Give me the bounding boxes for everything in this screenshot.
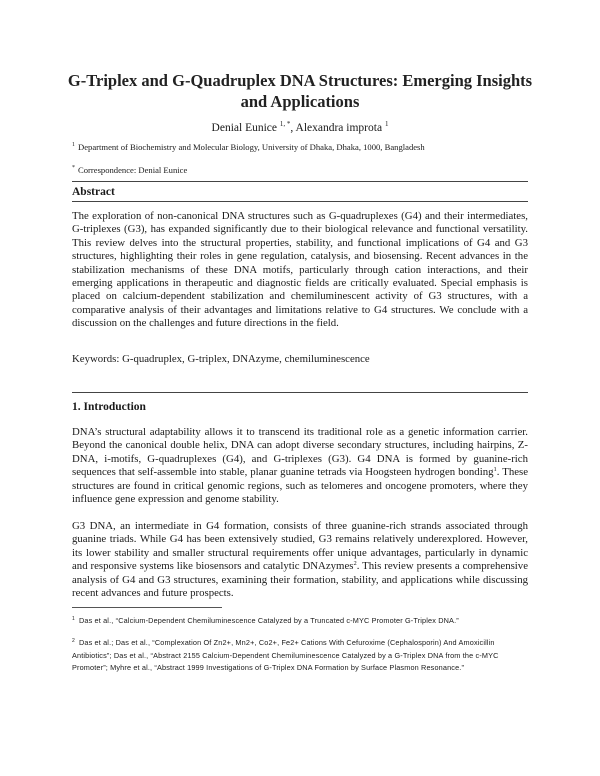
footnote-text: Das et al.; Das et al., “Complexation Of Zn2+, Mn2+, Co2+, Fe2+ Cations With Cefuroxime (Cephalosporin) And Amoxicillin Antibiotics”; Das et al., “Abstract 2155 Calcium-Dependent Chemiluminescence Catalyzed by a G-Triplex DNA from the c-MYC Promoter”; Myhre et al., “Abstract 1999 Investigations of G-Triplex DNA Formation by Surface Plasmon Resonance.” — [72, 638, 499, 673]
author-separator: , — [290, 122, 296, 134]
footnote-mark: 2 — [72, 638, 75, 644]
footnote-mark: 1 — [72, 616, 75, 622]
intro-p2-text-continued: . This review presents a comprehensive analysis of G4 and G3 structures, examining their formation, stability, and applications while discussing recent advances and future prospects. — [72, 560, 528, 600]
keywords: Keywords: G-quadruplex, G-triplex, DNAzyme, chemiluminescence — [72, 353, 370, 365]
correspondence-mark: * — [72, 165, 75, 171]
intro-top-rule — [72, 392, 528, 393]
abstract-bottom-rule — [72, 201, 528, 202]
footnote — [72, 613, 530, 628]
author-line — [60, 117, 540, 135]
abstract-text: The exploration of non-canonical DNA structures such as G-quadruplexes (G4) and their intermediates, G-triplexes (G3), has expanded significantly due to their biological relevance and functional versatility. This review delves into the structural properties, stability, and functional implications of G4 and G3 structures, highlighting their roles in gene regulation, catalysis, and biosensing. Recent advances in the stabilization mechanisms of these DNA motifs, particularly through cation interactions, and their emerging applications in therapeutic and diagnostic fields are critically evaluated. Special emphasis is placed on calcium-dependent stabilization and chemiluminescent activity of G3 structures, with a comparative analysis of their advantages and limitations relative to G4 structures. We conclude with a discussion on the challenges and future directions in the field. — [72, 210, 528, 330]
correspondence — [72, 163, 532, 176]
intro-paragraph-2 — [72, 520, 528, 600]
correspondence-text: Correspondence: Denial Eunice — [78, 165, 188, 175]
intro-paragraph-1 — [72, 426, 528, 506]
paper-title: G-Triplex and G-Quadruplex DNA Structures: Emerging Insights and Applications — [67, 71, 533, 111]
abstract-top-rule — [72, 181, 528, 182]
section-heading: 1. Introduction — [72, 401, 146, 413]
intro-p1-text-continued: . These structures are found in critical genomic regions, such as telomeres and oncogene promoters, where they influence gene expression and genome stability. — [72, 466, 528, 506]
author-marks: 1, * — [279, 120, 291, 128]
footnote — [72, 635, 530, 675]
footnote-separator — [72, 607, 222, 608]
footnote-text: Das et al., “Calcium-Dependent Chemiluminescence Catalyzed by a Truncated c-MYC Promoter G-Triplex DNA.” — [78, 616, 459, 625]
abstract-heading: Abstract — [72, 186, 115, 198]
footnote-ref[interactable]: 1 — [493, 466, 497, 474]
author-marks: 1 — [384, 120, 389, 128]
intro-p1-text: DNA’s structural adaptability allows it to transcend its traditional role as a genetic information carrier. Beyond the canonical double helix, DNA can adopt diverse secondary structures, including hairpins, Z-DNA, i-motifs, G-quadruplexes (G4), and G-triplexes (G3). G4 DNA is formed by guanine-rich sequences that self-assemble into stable, planar guanine tetrads via Hoogsteen hydrogen bonding — [72, 426, 528, 479]
author-name: Alexandra improta — [295, 122, 383, 134]
intro-p2-text: G3 DNA, an intermediate in G4 formation, consists of three guanine-rich strands associated through guanine triads. While G4 has been extensively studied, G3 remains relatively underexplored. However, its lower stability and smaller structural requirements offer unique advantages, particularly in dynamic and responsive systems like biosensors and catalytic DNAzymes — [72, 520, 528, 573]
affiliation-mark: 1 — [72, 142, 75, 148]
affiliation — [72, 140, 532, 153]
affiliation-text: Department of Biochemistry and Molecular Biology, University of Dhaka, Dhaka, 1000, Bangladesh — [78, 142, 425, 152]
author-name: Denial Eunice — [211, 122, 278, 134]
footnote-ref[interactable]: 2 — [353, 560, 357, 568]
